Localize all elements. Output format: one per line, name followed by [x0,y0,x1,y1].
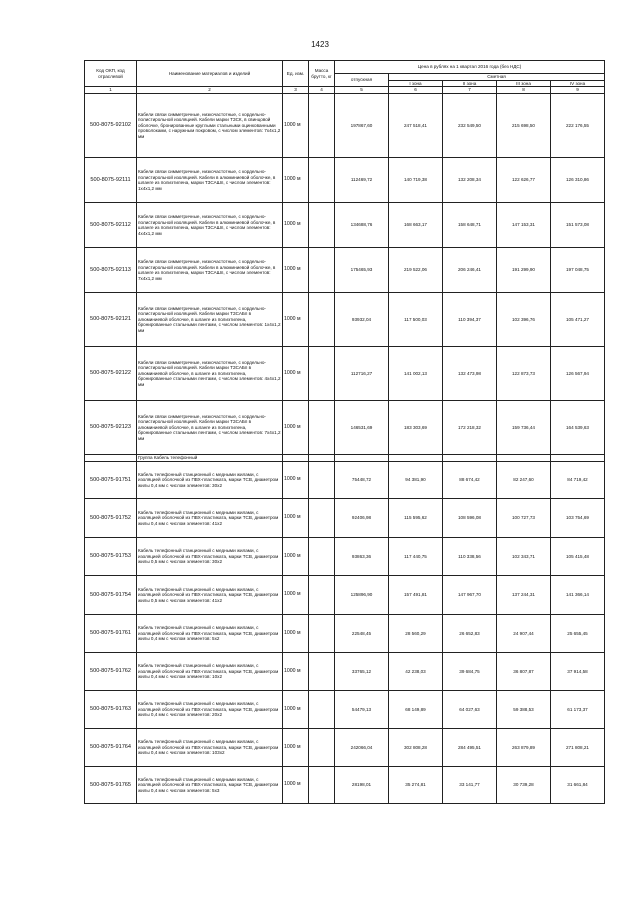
cell-name: Кабель телефонный станционный с медными жилами, с изоляцией оболочкой из ПВХ-пластиката, марки ТСВ, диаметром жилы 0,5 мм с числом элементов: 41х2 [137,576,283,615]
cell-name: Кабель телефонный станционный с медными жилами, с изоляцией оболочкой из ПВХ-пластиката, марки ТСВ, диаметром жилы 0,4 мм с числом элементов: 20х2 [137,691,283,729]
cell-code: 500-8075-91754 [85,576,137,615]
table-row [85,158,605,203]
cell-release-price: 112716,27 [335,347,389,401]
cell-zone2-price: 110 338,56 [443,538,497,576]
cell-unit: 1000 м [283,158,309,203]
cell-code: 500-8075-92113 [85,248,137,293]
table-row [85,615,605,653]
cell-name: Кабели связи симметричные, низкочастотные, с кордельно-полистирольной изоляцией. Кабели в алюминиевой оболочке, в шланге из полиэтилена, марки ТЗСАШп, с числом элементов: 1х4х1,2 мм [137,158,283,203]
cell-code: 500-8075-92121 [85,293,137,347]
cell-mass [309,94,335,158]
cell-unit: 1000 м [283,203,309,248]
cell-mass [309,248,335,293]
cell-zone1-price: 140 719,38 [389,158,443,203]
cell-unit: 1000 м [283,248,309,293]
cell-zone2-price: 158 648,71 [443,203,497,248]
group-row [85,455,605,462]
cell-code: 500-8075-92123 [85,401,137,455]
table-row [85,94,605,158]
cell-zone1-price: 141 002,13 [389,347,443,401]
cable-rows-group2 [85,462,605,804]
cell-zone2-price: 110 394,37 [443,293,497,347]
table-row [85,538,605,576]
cell-release-price: 33765,12 [335,653,389,691]
cell-name: Кабели связи симметричные, низкочастотные, с кордельно-полистирольной изоляцией. Кабели марки ТЗСАБп в алюминиевой оболочке, в шланге из полиэтилена, бронированные стальными лентами, с числом элементов: 4х4х1,2 мм [137,347,283,401]
cell-zone4-price: 25 655,45 [551,615,605,653]
cell-zone3-price: 102 343,71 [497,538,551,576]
cell-zone1-price: 94 381,90 [389,462,443,499]
cell-code: 500-8075-91765 [85,767,137,804]
cell-release-price: 75448,72 [335,462,389,499]
cell-mass [309,401,335,455]
cell-zone1-price: 219 522,06 [389,248,443,293]
cell-zone3-price: 24 907,44 [497,615,551,653]
cell-zone4-price: 164 539,63 [551,401,605,455]
cell-zone2-price: 132 473,98 [443,347,497,401]
cell-unit: 1000 м [283,462,309,499]
table-row [85,347,605,401]
cell-zone4-price: 103 754,69 [551,499,605,538]
cell-zone3-price: 122 626,77 [497,158,551,203]
cell-zone3-price: 147 153,31 [497,203,551,248]
group-label: Группа Кабель телефонный [137,455,283,462]
cell-zone2-price: 147 967,70 [443,576,497,615]
cell-mass [309,462,335,499]
cell-zone3-price: 122 873,73 [497,347,551,401]
cell-zone3-price: 102 396,76 [497,293,551,347]
header-zone1: I зона [389,80,443,87]
cell-code: 500-8075-92122 [85,347,137,401]
table-row [85,653,605,691]
cell-zone1-price: 168 663,17 [389,203,443,248]
cell-unit: 1000 м [283,538,309,576]
cell-mass [309,293,335,347]
header-zone3: III зона [497,80,551,87]
cell-unit: 1000 м [283,94,309,158]
cell-zone3-price: 263 879,89 [497,729,551,767]
col-number: 3 [283,87,309,94]
cell-release-price: 92406,98 [335,499,389,538]
cell-zone4-price: 197 048,75 [551,248,605,293]
cell-release-price: 22548,45 [335,615,389,653]
cell-zone4-price: 84 719,42 [551,462,605,499]
cell-release-price: 28198,01 [335,767,389,804]
cell-release-price: 93932,04 [335,293,389,347]
header-name: Наименование материалов и изделий [137,61,283,87]
cell-unit: 1000 м [283,615,309,653]
cell-mass [309,499,335,538]
cell-zone3-price: 215 698,50 [497,94,551,158]
cell-name: Кабели связи симметричные, низкочастотные, с кордельно-полистирольной изоляцией. Кабели марки ТЗСАБп в алюминиевой оболочке, в шланге из полиэтилена, бронированные стальными лентами, с числом элементов: 1х4х1,2 мм [137,293,283,347]
table-row [85,462,605,499]
cell-zone1-price: 247 518,41 [389,94,443,158]
col-number: 6 [389,87,443,94]
cell-mass [309,576,335,615]
cell-release-price: 54479,13 [335,691,389,729]
cell-code: 500-8075-92112 [85,203,137,248]
header-zone4: IV зона [551,80,605,87]
cell-unit: 1000 м [283,499,309,538]
header-mass: Масса брутто, кг [309,61,335,87]
cell-zone2-price: 33 141,77 [443,767,497,804]
table-row [85,691,605,729]
cell-unit: 1000 м [283,729,309,767]
header-release: отпускная [335,74,389,87]
header-zone2: II зона [443,80,497,87]
cell-name: Кабели связи симметричные, низкочастотные, с кордельно-полистирольной изоляцией. Кабели в алюминиевой оболочке, в шланге из полиэтилена, марки ТЗСАШп, с числом элементов: 7х4х1,2 мм [137,248,283,293]
cell-code: 500-8075-91753 [85,538,137,576]
table-row [85,499,605,538]
col-number: 8 [497,87,551,94]
cell-unit: 1000 м [283,767,309,804]
cell-mass [309,347,335,401]
cell-name: Кабели связи симметричные, низкочастотные, с кордельно-полистирольной изоляцией. Кабели марки ТЗСК, в свинцовой оболочке, бронированные круглыми стальными оцинкованными проволоками, с наружным покровом, с числом элементов: 7х4х1,2 мм [137,94,283,158]
table-row [85,248,605,293]
cell-name: Кабель телефонный станционный с медными жилами, с изоляцией оболочкой из ПВХ-пластиката, марки ТСВ, диаметром жилы 0,4 мм с числом элементов: 5х3 [137,767,283,804]
page-number: 1423 [311,40,329,49]
table-row [85,203,605,248]
table-row [85,576,605,615]
cell-zone2-price: 206 246,41 [443,248,497,293]
cell-zone1-price: 183 303,69 [389,401,443,455]
cell-zone1-price: 35 274,81 [389,767,443,804]
col-number: 7 [443,87,497,94]
cell-zone4-price: 141 366,14 [551,576,605,615]
cell-release-price: 93863,36 [335,538,389,576]
cell-unit: 1000 м [283,347,309,401]
cable-rows-group1 [85,94,605,455]
cell-name: Кабели связи симметричные, низкочастотные, с кордельно-полистирольной изоляцией. Кабели марки ТЗСАБп в алюминиевой оболочке, в шланге из полиэтилена, бронированные стальными лентами, с числом элементов: 7х4х1,2 мм [137,401,283,455]
cell-code: 500-8075-91764 [85,729,137,767]
cell-zone4-price: 222 176,55 [551,94,605,158]
cell-zone2-price: 232 549,50 [443,94,497,158]
cell-zone4-price: 126 567,94 [551,347,605,401]
cell-name: Кабель телефонный станционный с медными жилами, с изоляцией оболочкой из ПВХ-пластиката, марки ТСВ, диаметром жилы 0,4 мм с числом элементов: 41х2 [137,499,283,538]
cell-code: 500-8075-92102 [85,94,137,158]
table-row [85,767,605,804]
cell-mass [309,158,335,203]
table-row [85,729,605,767]
cell-zone2-price: 172 218,32 [443,401,497,455]
cell-code: 500-8075-91751 [85,462,137,499]
cell-release-price: 134688,76 [335,203,389,248]
cell-zone3-price: 191 299,90 [497,248,551,293]
cell-zone2-price: 132 208,34 [443,158,497,203]
cell-unit: 1000 м [283,576,309,615]
cell-release-price: 112469,72 [335,158,389,203]
cell-release-price: 175465,93 [335,248,389,293]
cell-zone1-price: 117 500,03 [389,293,443,347]
cell-zone1-price: 42 238,03 [389,653,443,691]
table-row [85,293,605,347]
cell-mass [309,729,335,767]
cell-release-price: 125896,90 [335,576,389,615]
col-number: 4 [309,87,335,94]
cell-name: Кабель телефонный станционный с медными жилами, с изоляцией оболочкой из ПВХ-пластиката, марки ТСВ, диаметром жилы 0,4 мм с числом элементов: 103х2 [137,729,283,767]
cell-release-price: 146531,69 [335,401,389,455]
price-table [84,60,605,804]
cell-unit: 1000 м [283,691,309,729]
cell-zone3-price: 100 727,73 [497,499,551,538]
cell-release-price: 242066,04 [335,729,389,767]
cell-mass [309,767,335,804]
cell-zone1-price: 157 491,81 [389,576,443,615]
cell-unit: 1000 м [283,293,309,347]
cell-zone2-price: 64 027,63 [443,691,497,729]
col-number: 5 [335,87,389,94]
cell-unit: 1000 м [283,653,309,691]
cell-code: 500-8075-92111 [85,158,137,203]
col-number: 1 [85,87,137,94]
cell-zone4-price: 151 573,08 [551,203,605,248]
cell-release-price: 197867,60 [335,94,389,158]
cell-name: Кабель телефонный станционный с медными жилами, с изоляцией оболочкой из ПВХ-пластиката, марки ТСВ, диаметром жилы 0,4 мм с числом элементов: 30х2 [137,462,283,499]
cell-code: 500-8075-91762 [85,653,137,691]
cell-code: 500-8075-91763 [85,691,137,729]
cell-zone3-price: 137 244,31 [497,576,551,615]
cell-unit: 1000 м [283,401,309,455]
cell-zone2-price: 39 684,75 [443,653,497,691]
cell-zone4-price: 105 415,48 [551,538,605,576]
cell-zone4-price: 37 914,58 [551,653,605,691]
column-numbers-row [85,87,605,94]
cell-zone2-price: 26 652,83 [443,615,497,653]
cell-zone4-price: 271 808,21 [551,729,605,767]
header-code: Код ОКП, код отраслевой [85,61,137,87]
cell-zone1-price: 115 595,62 [389,499,443,538]
cell-zone4-price: 126 310,86 [551,158,605,203]
cell-zone1-price: 68 149,89 [389,691,443,729]
cell-mass [309,203,335,248]
col-number: 2 [137,87,283,94]
header-price-title: Цена в рублях на 1 квартал 2016 года (без НДС) [335,61,605,74]
cell-zone3-price: 36 807,87 [497,653,551,691]
cell-mass [309,615,335,653]
table-row [85,401,605,455]
header-estimate: Сметная [389,74,605,81]
cell-zone1-price: 117 440,75 [389,538,443,576]
cell-name: Кабель телефонный станционный с медными жилами, с изоляцией оболочкой из ПВХ-пластиката, марки ТСВ, диаметром жилы 0,5 мм с числом элементов: 30х2 [137,538,283,576]
col-number: 9 [551,87,605,94]
cell-zone3-price: 30 739,28 [497,767,551,804]
cell-mass [309,538,335,576]
cell-zone2-price: 108 596,08 [443,499,497,538]
cell-zone1-price: 302 808,28 [389,729,443,767]
cell-name: Кабель телефонный станционный с медными жилами, с изоляцией оболочкой из ПВХ-пластиката, марки ТСВ, диаметром жилы 0,4 мм с числом элементов: 10х2 [137,653,283,691]
cell-zone4-price: 105 471,27 [551,293,605,347]
cell-code: 500-8075-91752 [85,499,137,538]
cell-mass [309,691,335,729]
cell-zone3-price: 59 388,53 [497,691,551,729]
header-unit: Ед. изм. [283,61,309,87]
cell-zone3-price: 82 247,60 [497,462,551,499]
cell-code: 500-8075-91761 [85,615,137,653]
cell-zone4-price: 31 661,84 [551,767,605,804]
cell-name: Кабель телефонный станционный с медными жилами, с изоляцией оболочкой из ПВХ-пластиката, марки ТСВ, диаметром жилы 0,4 мм с числом элементов: 5х2 [137,615,283,653]
cell-zone2-price: 284 495,51 [443,729,497,767]
cell-zone3-price: 159 736,44 [497,401,551,455]
cell-mass [309,653,335,691]
cell-zone1-price: 28 560,29 [389,615,443,653]
cell-zone4-price: 61 173,37 [551,691,605,729]
cell-name: Кабели связи симметричные, низкочастотные, с кордельно-полистирольной изоляцией. Кабели в алюминиевой оболочке, в шланге из полиэтилена, марки ТЗСАШп, с числом элементов: 4х4х1,2 мм [137,203,283,248]
cell-zone2-price: 88 674,42 [443,462,497,499]
